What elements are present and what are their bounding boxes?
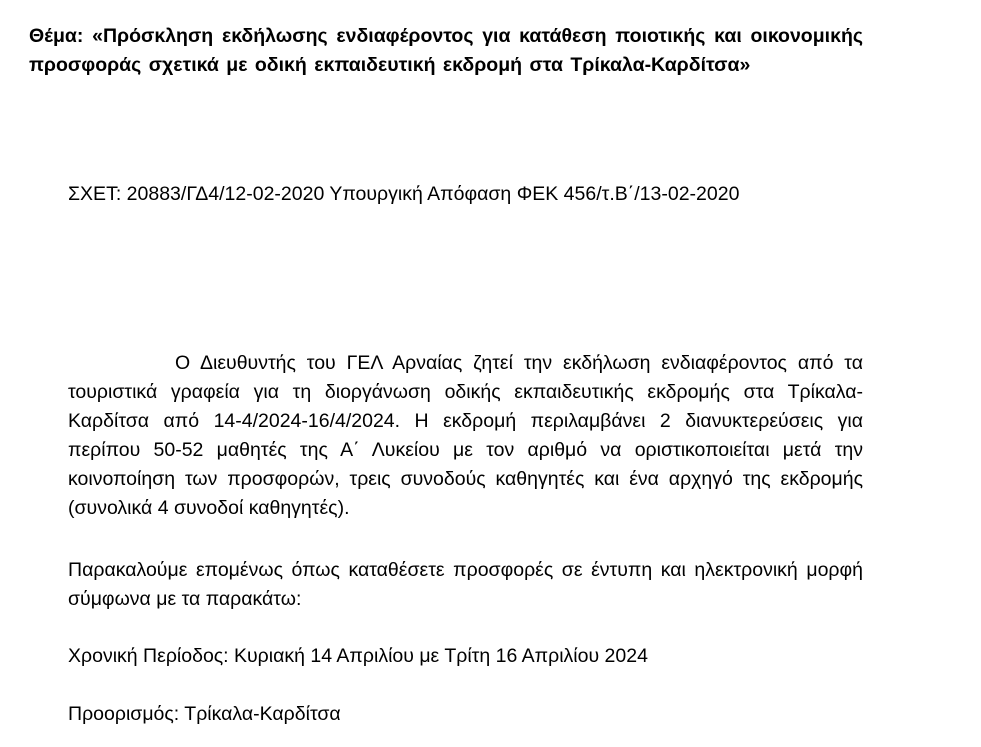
document-reference: ΣΧΕΤ: 20883/ΓΔ4/12-02-2020 Υπουργική Απόφαση ΦΕΚ 456/τ.Β΄/13-02-2020 (68, 183, 740, 205)
time-period-line: Χρονική Περίοδος: Κυριακή 14 Απριλίου με Τρίτη 16 Απριλίου 2024 (68, 645, 648, 667)
invitation-paragraph (68, 349, 863, 523)
destination-line: Προορισμός: Τρίκαλα-Καρδίτσα (68, 703, 341, 725)
invitation-paragraph-text: Ο Διευθυντής του ΓΕΛ Αρναίας ζητεί την εκδήλωση ενδιαφέροντος από τα τουριστικά γραφεία για τη διοργάνωση οδικής εκπαιδευτικής εκδρομής στα Τρίκαλα-Καρδίτσα από 14-4/2024-16/4/2024. Η εκδρομή περιλαμβάνει 2 διανυκτερεύσεις για περίπου 50-52 μαθητές της Α΄ Λυκείου με τον αριθμό να οριστικοποιείται μετά την κοινοποίηση των προσφορών, τρεις συνοδούς καθηγητές και ένα αρχηγό της εκδρομής (συνολικά 4 συνοδοί καθηγητές). (68, 352, 863, 519)
request-paragraph: Παρακαλούμε επομένως όπως καταθέσετε προσφορές σε έντυπη και ηλεκτρονική μορφή σύμφωνα με τα παρακάτω: (68, 559, 863, 610)
document-subject: Θέμα: «Πρόσκληση εκδήλωσης ενδιαφέροντος για κατάθεση ποιοτικής και οικονομικής προσφοράς σχετικά με οδική εκπαιδευτική εκδρομή στα Τρίκαλα-Καρδίτσα» (29, 25, 863, 76)
